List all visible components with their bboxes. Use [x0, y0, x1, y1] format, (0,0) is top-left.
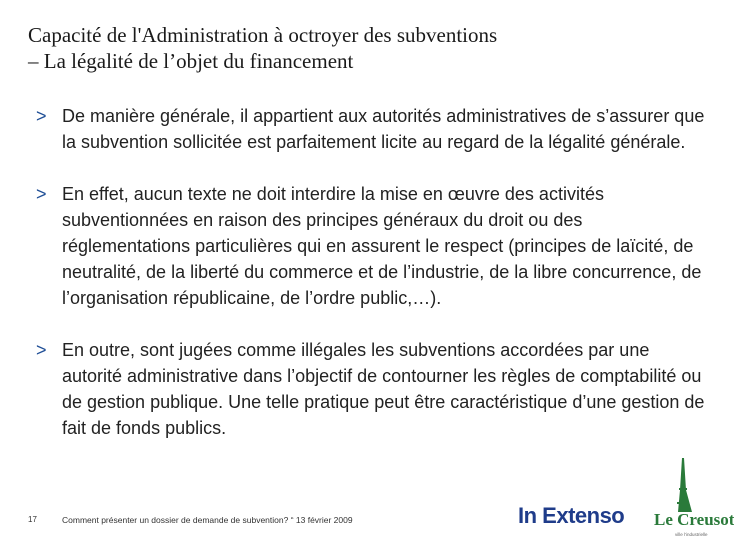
le-creusot-logo: Le Creusot — [654, 510, 734, 529]
bullet-chevron-icon: > — [36, 184, 47, 204]
bullet-text: De manière générale, il appartient aux autorités administratives de s’assurer que la subvention sollicitée est parfaitement licite au regard de la légalité générale. — [62, 106, 705, 152]
bullet-item — [36, 103, 706, 155]
in-extenso-logo: In Extenso — [518, 503, 625, 528]
bullet-list — [36, 103, 706, 467]
slide-title-line-2: – La légalité de l’objet du financement — [28, 49, 354, 73]
bullet-chevron-icon: > — [36, 106, 47, 126]
le-creusot-tagline: ville l’industrielle — [675, 532, 708, 537]
footer-text: Comment présenter un dossier de demande de subvention? “ 13 février 2009 — [62, 515, 353, 525]
bullet-item — [36, 337, 706, 441]
bullet-item — [36, 181, 706, 311]
bullet-text: En effet, aucun texte ne doit interdire la mise en œuvre des activités subventionnées en raison des principes généraux du droit ou des réglementations particulières qui en assurent le respect (principes de laïcité, de neutralité, de la liberté du commerce et de l’industrie, de la libre concurrence, de l’organisation républicaine, de l’ordre public,…). — [62, 184, 702, 308]
slide-footer — [0, 500, 734, 540]
slide-title — [28, 22, 708, 74]
bullet-chevron-icon: > — [36, 340, 47, 360]
slide-title-line-1: Capacité de l'Administration à octroyer des subventions — [28, 23, 498, 47]
page-number: 17 — [28, 515, 37, 524]
bullet-text: En outre, sont jugées comme illégales les subventions accordées par une autorité administrative dans l’objectif de contourner les règles de comptabilité ou de gestion publique. Une telle pratique peut être caractéristique d’une gestion de fait de fonds publics. — [62, 340, 705, 438]
